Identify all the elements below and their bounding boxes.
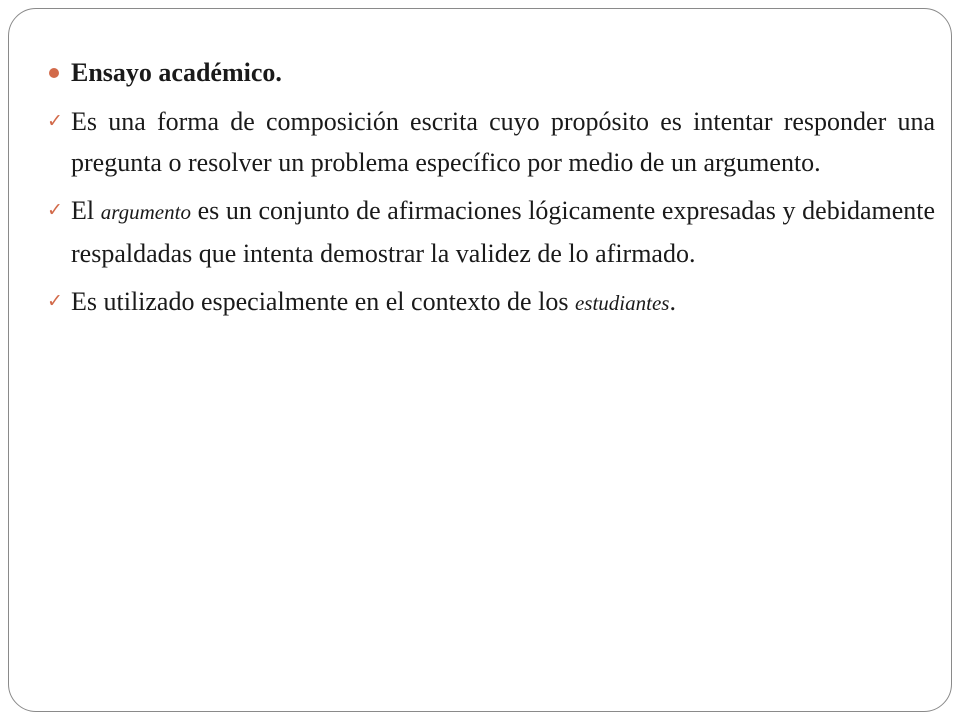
list-item: [47, 190, 935, 274]
item-text-italic: estudiantes: [574, 291, 670, 315]
checkmark-icon: ✓: [47, 290, 63, 312]
slide-heading: Ensayo académico.: [71, 58, 282, 87]
item-text-before: El: [71, 196, 95, 225]
list-item: [47, 281, 935, 324]
item-text-after: .: [669, 287, 676, 316]
heading-row: [47, 55, 935, 91]
checkmark-icon: ✓: [47, 110, 63, 132]
item-text: Es una forma de composición escrita cuyo propósito es intentar responder una pregunta o resolver un problema específico por medio de un argumento.: [71, 107, 935, 177]
item-text-after: es un conjunto de afirmaciones lógicamente expresadas y debidamente respaldadas que intenta demostrar la validez de lo afirmado.: [71, 196, 936, 268]
item-text-italic: argumento: [100, 200, 191, 224]
list-item: [47, 101, 935, 183]
item-text-before: Es utilizado especialmente en el contexto de los: [71, 287, 569, 316]
slide-frame: [8, 8, 952, 712]
bullet-dot-icon: [49, 68, 59, 78]
checkmark-icon: ✓: [47, 199, 63, 221]
slide-content: [47, 55, 935, 331]
